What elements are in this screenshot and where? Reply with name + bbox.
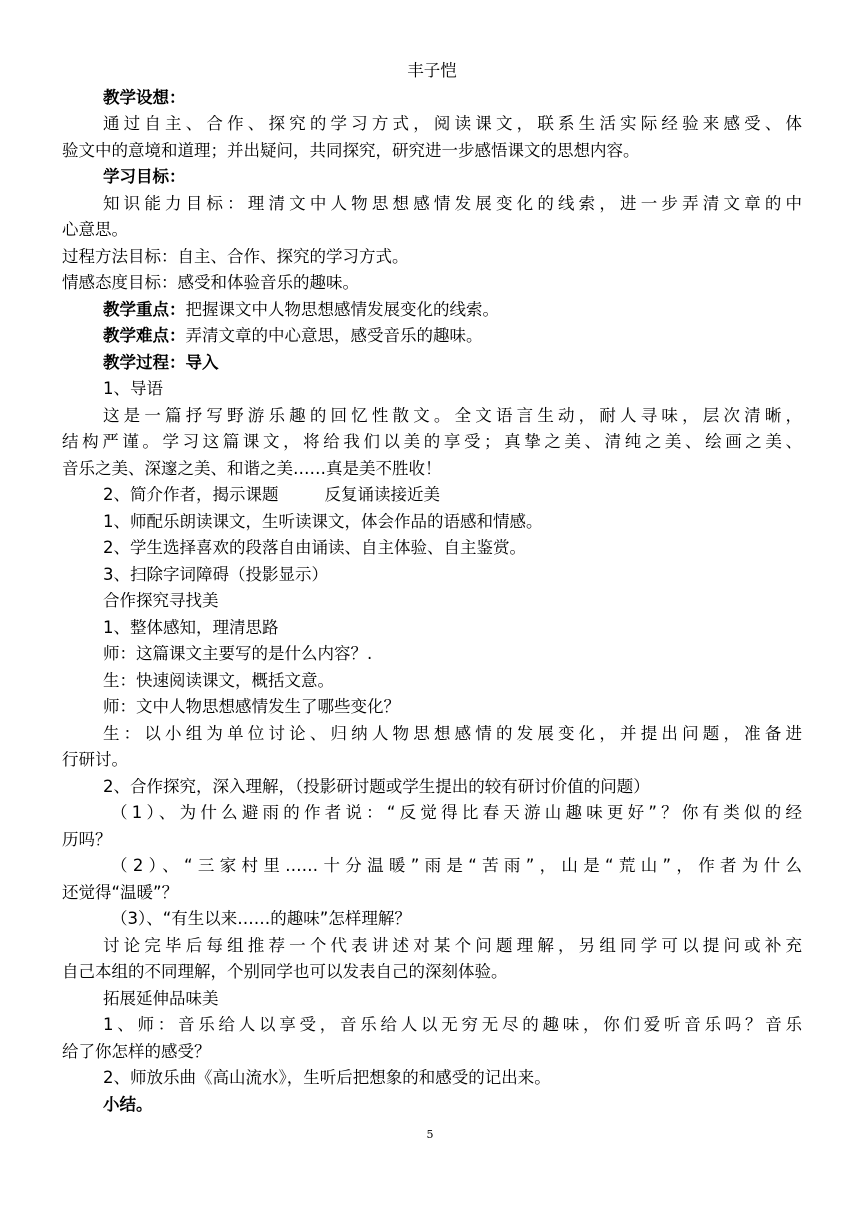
paragraph-line: 讨论完毕后每组推荐一个代表讲述对某个问题理解，另组同学可以提问或补充	[103, 935, 802, 955]
paragraph-line: 1、师：音乐给人以享受，音乐给人以无穷无尽的趣味，你们爱听音乐吗？音乐	[103, 1015, 802, 1034]
paragraph-line: 过程方法目标：自主、合作、探究的学习方式。	[62, 246, 409, 266]
document-title: 丰子恺	[407, 61, 457, 80]
paragraph-line: 1、导语	[103, 379, 163, 398]
subheading-extend: 拓展延伸品味美	[103, 988, 219, 1008]
subheading-recite: 反复诵读接近美	[324, 485, 440, 504]
paragraph-line: 自己本组的不同理解，个别同学也可以发表自己的深刻体验。	[62, 962, 508, 981]
summary-heading: 小结。	[103, 1094, 153, 1114]
paragraph-line: 生：快速阅读课文，概括文意。	[103, 670, 334, 690]
paragraph-line: 行研讨。	[62, 750, 128, 769]
paragraph-line: 给了你怎样的感受？	[62, 1041, 211, 1061]
section-heading-process: 教学过程：导入	[103, 352, 219, 372]
page-number: 5	[426, 1128, 434, 1141]
key-point-line	[62, 297, 802, 324]
section-heading-learning-goals: 学习目标：	[103, 167, 186, 186]
question-line: （1）、为什么避雨的作者说：“反觉得比春天游山趣味更好”？你有类似的经	[111, 803, 802, 822]
paragraph-line: 通过自主、合作、探究的学习方式，阅读课文，联系生活实际经验来感受、体	[103, 114, 802, 133]
paragraph-line: 2、学生选择喜欢的段落自由诵读、自主体验、自主鉴赏。	[103, 538, 526, 557]
question-line: 还觉得“温暖”？	[62, 882, 179, 902]
paragraph-line: 师：这篇课文主要写的是什么内容？.	[103, 644, 373, 663]
paragraph-line: 结构严谨。学习这篇课文，将给我们以美的享受；真挚之美、清纯之美、绘画之美、	[62, 432, 802, 451]
paragraph-line: 生：以小组为单位讨论、归纳人物思想感情的发展变化，并提出问题，准备进	[103, 723, 802, 743]
section-heading-teaching-idea: 教学设想：	[103, 87, 186, 107]
document-page	[62, 58, 802, 1118]
paragraph-line: 1、师配乐朗读课文，生听读课文，体会作品的语感和情感。	[103, 511, 543, 531]
paragraph-line	[62, 482, 802, 509]
paragraph-line: 音乐之美、深邃之美、和谐之美……真是美不胜收！	[62, 458, 442, 478]
paragraph-line: 师：文中人物思想感情发生了哪些变化？	[103, 697, 400, 716]
difficulty-label: 教学难点：	[103, 326, 186, 345]
intro-author-text: 2、简介作者，揭示课题	[103, 485, 279, 504]
key-point-label: 教学重点：	[103, 299, 186, 319]
paragraph-line: 1、整体感知，理清思路	[103, 617, 279, 637]
paragraph-line: 知识能力目标：理清文中人物思想感情发展变化的线索，进一步弄清文章的中	[103, 193, 802, 213]
question-line: （3）、“有生以来……的趣味”怎样理解？	[111, 909, 411, 928]
paragraph-line: 3、扫除字词障碍（投影显示）	[103, 564, 328, 584]
key-point-text: 把握课文中人物思想感情发展变化的线索。	[185, 299, 499, 319]
question-line: 历吗？	[62, 829, 112, 849]
difficulty-text: 弄清文章的中心意思，感受音乐的趣味。	[185, 326, 483, 345]
difficulty-line	[62, 323, 802, 350]
paragraph-line: 2、合作探究，深入理解，（投影研讨题或学生提出的较有研讨价值的问题）	[103, 776, 650, 796]
subheading-cooperate: 合作探究寻找美	[103, 591, 219, 610]
paragraph-line: 这是一篇抒写野游乐趣的回忆性散文。全文语言生动，耐人寻味，层次清晰，	[103, 405, 802, 425]
paragraph-line: 验文中的意境和道理；并出疑问，共同探究，研究进一步感悟课文的思想内容。	[62, 140, 640, 160]
paragraph-line: 心意思。	[62, 220, 128, 239]
question-line: （2）、“三家村里……十分温暖”雨是“苦雨”，山是“荒山”，作者为什么	[111, 856, 802, 875]
paragraph-line: 2、师放乐曲《高山流水》，生听后把想象的和感受的记出来。	[103, 1068, 551, 1087]
paragraph-line: 情感态度目标：感受和体验音乐的趣味。	[62, 273, 359, 292]
